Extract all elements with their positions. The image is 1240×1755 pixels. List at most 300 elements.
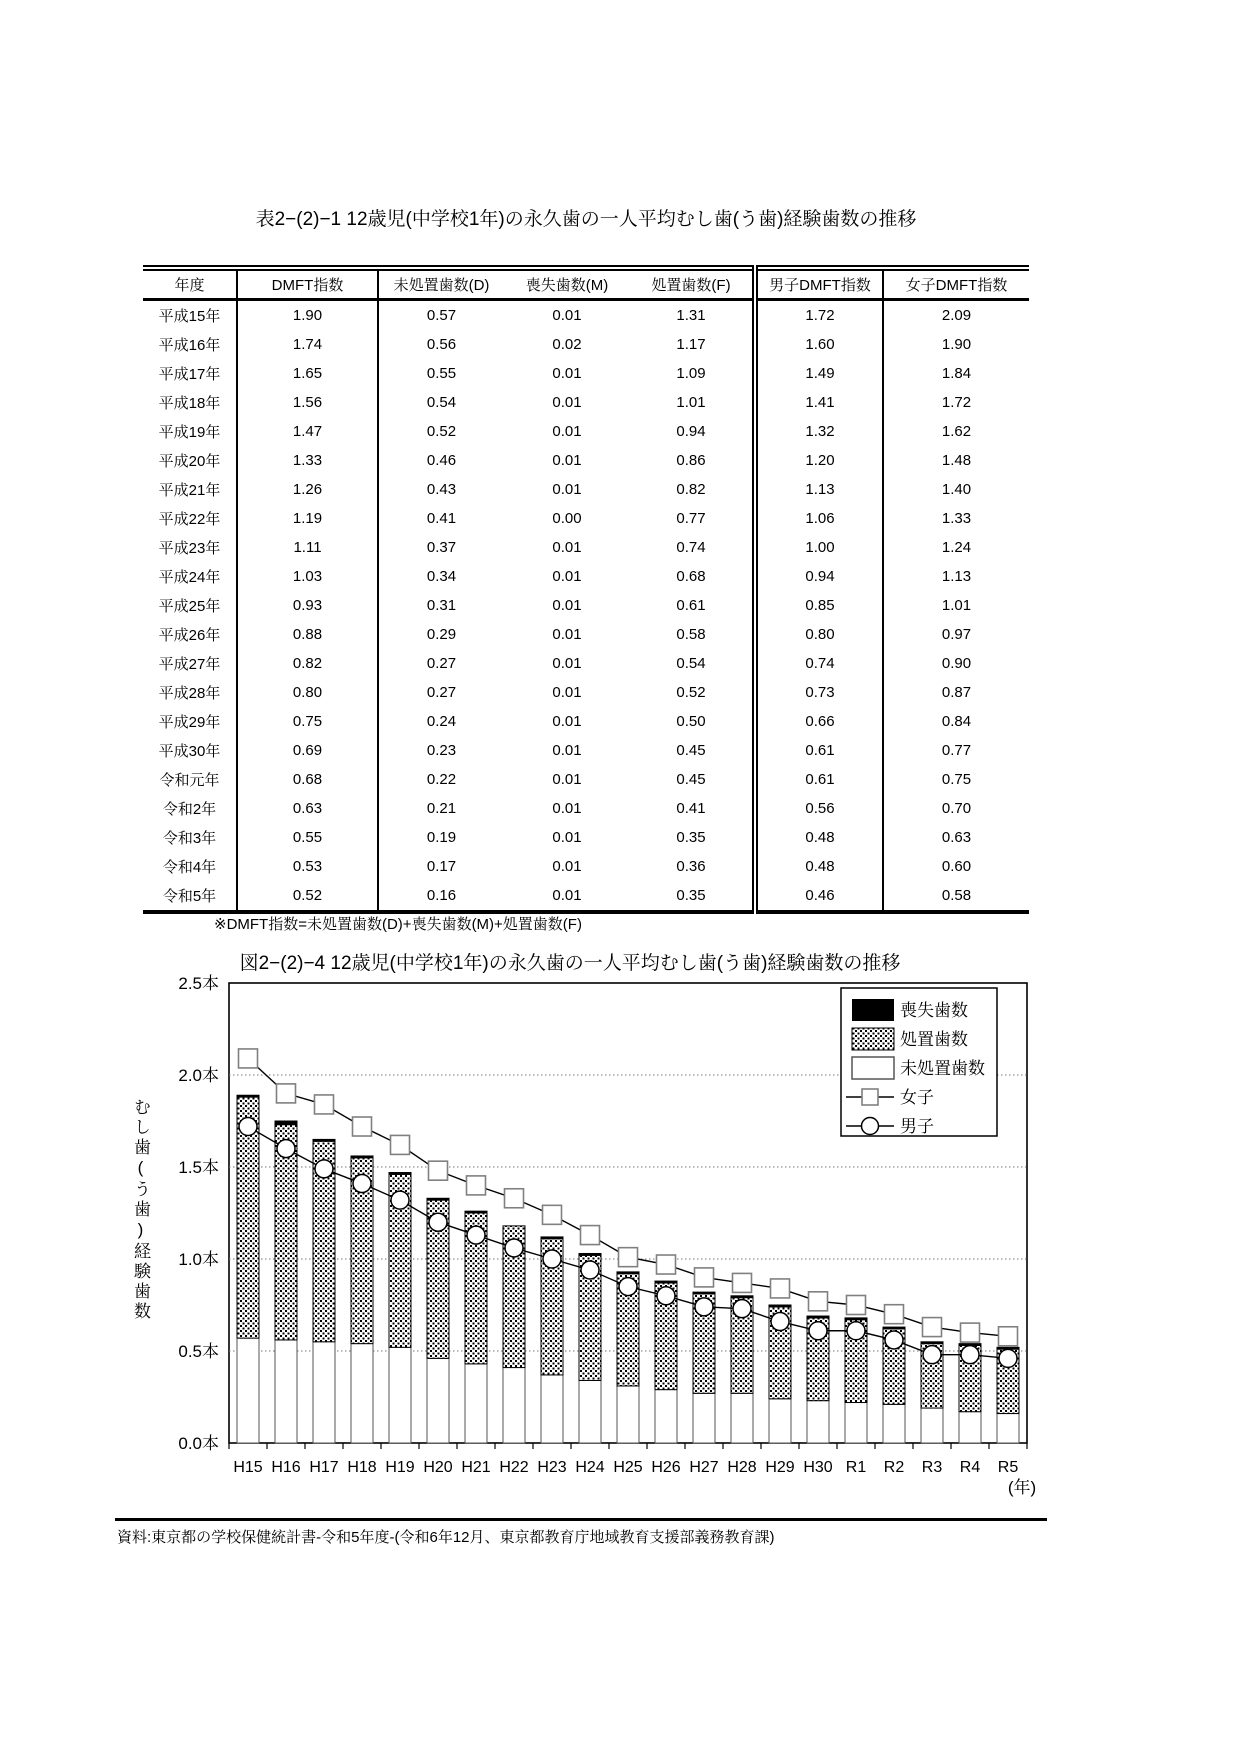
value-cell: 0.74 bbox=[755, 649, 883, 678]
marker-circle-boys bbox=[391, 1191, 409, 1209]
year-cell: 平成17年 bbox=[143, 359, 237, 388]
year-cell: 令和元年 bbox=[143, 765, 237, 794]
value-cell: 0.22 bbox=[426, 771, 457, 788]
value-cell: 0.01 bbox=[552, 655, 582, 672]
marker-square-girls bbox=[847, 1296, 866, 1315]
value-cell: 0.36 bbox=[630, 852, 755, 881]
value-cell: 0.48 bbox=[755, 852, 883, 881]
year-cell: 平成24年 bbox=[143, 562, 237, 591]
chart-figure bbox=[100, 940, 1140, 1520]
value-cell: 1.26 bbox=[237, 475, 378, 504]
value-cell: 0.52 bbox=[630, 678, 755, 707]
x-tick-label: H24 bbox=[575, 1459, 605, 1476]
x-tick-label: H17 bbox=[309, 1459, 339, 1476]
table-row bbox=[143, 330, 1029, 359]
value-cell: 0.01 bbox=[552, 423, 582, 440]
value-cell: 0.70 bbox=[941, 800, 972, 817]
value-cell: 1.01 bbox=[941, 597, 972, 614]
value-cell: 1.65 bbox=[237, 359, 378, 388]
value-cell: 0.82 bbox=[630, 475, 755, 504]
value-cell: 1.90 bbox=[941, 336, 972, 353]
value-cell: 1.13 bbox=[941, 568, 972, 585]
y-tick-label: 1.0本 bbox=[178, 1250, 219, 1269]
table-row bbox=[143, 649, 1029, 678]
bar-segment-missing bbox=[921, 1342, 943, 1344]
legend-swatch-untreated bbox=[852, 1057, 894, 1079]
value-cell: 0.61 bbox=[755, 765, 883, 794]
marker-square-girls bbox=[695, 1268, 714, 1287]
value-cell: 0.01 bbox=[552, 742, 582, 759]
value-cell: 1.31 bbox=[630, 300, 755, 331]
table-row bbox=[143, 446, 1029, 475]
value-cell: 0.01 bbox=[552, 684, 582, 701]
value-cell: 0.34 bbox=[426, 568, 457, 585]
value-cell: 0.01 bbox=[552, 626, 582, 643]
table-row bbox=[143, 881, 1029, 912]
table-row bbox=[143, 359, 1029, 388]
value-cell: 0.75 bbox=[941, 771, 972, 788]
legend-item-label: 男子 bbox=[900, 1117, 934, 1136]
value-cell: 0.01 bbox=[552, 452, 582, 469]
bar-segment-untreated bbox=[731, 1393, 753, 1443]
table-row bbox=[143, 300, 1029, 331]
col-header-untreated: 未処置歯数(D) bbox=[378, 268, 504, 300]
value-cell: 0.35 bbox=[630, 823, 755, 852]
marker-square-girls bbox=[505, 1189, 524, 1208]
value-cell: 0.80 bbox=[755, 620, 883, 649]
marker-square-girls bbox=[733, 1273, 752, 1292]
value-cell: 1.09 bbox=[630, 359, 755, 388]
bar-segment-missing bbox=[541, 1237, 563, 1239]
bar-segment-untreated bbox=[769, 1399, 791, 1443]
bar-segment-missing bbox=[769, 1305, 791, 1307]
bar-segment-untreated bbox=[275, 1340, 297, 1443]
bar-segment-untreated bbox=[237, 1338, 259, 1443]
bar-segment-missing bbox=[427, 1198, 449, 1200]
bar-segment-untreated bbox=[845, 1403, 867, 1443]
x-tick-label: H15 bbox=[233, 1459, 263, 1476]
value-cell: 0.55 bbox=[426, 365, 457, 382]
bar-segment-untreated bbox=[883, 1404, 905, 1443]
year-cell: 平成21年 bbox=[143, 475, 237, 504]
year-cell: 平成20年 bbox=[143, 446, 237, 475]
value-cell: 0.56 bbox=[755, 794, 883, 823]
value-cell: 0.93 bbox=[237, 591, 378, 620]
bar-segment-untreated bbox=[427, 1358, 449, 1443]
bar-segment-untreated bbox=[313, 1342, 335, 1443]
year-cell: 令和3年 bbox=[143, 823, 237, 852]
value-cell: 0.01 bbox=[552, 481, 582, 498]
x-tick-label: H19 bbox=[385, 1459, 415, 1476]
table-row bbox=[143, 533, 1029, 562]
bar-segment-missing bbox=[313, 1139, 335, 1141]
value-cell: 0.01 bbox=[552, 539, 582, 556]
value-cell: 0.01 bbox=[552, 800, 582, 817]
bar-segment-untreated bbox=[351, 1344, 373, 1443]
table-row bbox=[143, 823, 1029, 852]
bar-segment-missing bbox=[351, 1156, 373, 1158]
value-cell: 0.85 bbox=[755, 591, 883, 620]
dmft-table bbox=[143, 265, 1029, 914]
marker-circle-boys bbox=[923, 1346, 941, 1364]
marker-square-girls bbox=[429, 1161, 448, 1180]
marker-circle-boys bbox=[505, 1239, 523, 1257]
value-cell: 0.57 bbox=[426, 307, 457, 324]
value-cell: 0.74 bbox=[630, 533, 755, 562]
x-tick-label: H28 bbox=[727, 1459, 757, 1476]
marker-circle-boys bbox=[581, 1261, 599, 1279]
source-note: 資料:東京都の学校保健統計書-令和5年度-(令和6年12月、東京都教育庁地域教育支援部義務教育課) bbox=[117, 1529, 775, 1546]
value-cell: 0.01 bbox=[552, 394, 582, 411]
table-row bbox=[143, 417, 1029, 446]
value-cell: 0.56 bbox=[426, 336, 457, 353]
year-cell: 平成15年 bbox=[143, 300, 237, 331]
value-cell: 1.48 bbox=[941, 452, 972, 469]
legend-item-label: 喪失歯数 bbox=[900, 1001, 968, 1020]
value-cell: 1.33 bbox=[237, 446, 378, 475]
value-cell: 1.17 bbox=[630, 330, 755, 359]
value-cell: 0.55 bbox=[237, 823, 378, 852]
value-cell: 1.32 bbox=[755, 417, 883, 446]
value-cell: 0.37 bbox=[426, 539, 457, 556]
marker-circle-boys bbox=[999, 1349, 1017, 1367]
value-cell: 0.41 bbox=[630, 794, 755, 823]
marker-circle-boys bbox=[733, 1300, 751, 1318]
x-tick-label: H23 bbox=[537, 1459, 567, 1476]
value-cell: 0.31 bbox=[426, 597, 457, 614]
bar-segment-untreated bbox=[655, 1390, 677, 1443]
col-header-girls: 女子DMFT指数 bbox=[883, 268, 1029, 300]
marker-circle-boys bbox=[543, 1250, 561, 1268]
value-cell: 1.90 bbox=[237, 300, 378, 331]
value-cell: 0.27 bbox=[426, 684, 457, 701]
y-axis-title: むし歯(う歯)経験歯数 bbox=[131, 1098, 150, 1322]
bar-segment-missing bbox=[883, 1327, 905, 1329]
y-tick-label: 2.0本 bbox=[178, 1066, 219, 1085]
value-cell: 2.09 bbox=[941, 307, 972, 324]
value-cell: 0.00 bbox=[552, 510, 582, 527]
value-cell: 0.16 bbox=[426, 887, 457, 904]
y-tick-label: 2.5本 bbox=[178, 974, 219, 993]
bar-segment-untreated bbox=[541, 1375, 563, 1443]
value-cell: 1.40 bbox=[941, 481, 972, 498]
marker-square-girls bbox=[581, 1226, 600, 1245]
value-cell: 1.03 bbox=[237, 562, 378, 591]
value-cell: 0.24 bbox=[426, 713, 457, 730]
year-cell: 令和2年 bbox=[143, 794, 237, 823]
table-row bbox=[143, 707, 1029, 736]
x-tick-label: H20 bbox=[423, 1459, 453, 1476]
year-cell: 平成27年 bbox=[143, 649, 237, 678]
table-title: 表2−(2)−1 12歳児(中学校1年)の永久歯の一人平均むし歯(う歯)経験歯数の推移 bbox=[255, 209, 917, 230]
x-tick-label: H22 bbox=[499, 1459, 529, 1476]
x-tick-label: R3 bbox=[921, 1459, 943, 1476]
bar-segment-missing bbox=[465, 1211, 487, 1213]
bar-segment-untreated bbox=[693, 1393, 715, 1443]
value-cell: 0.17 bbox=[426, 858, 457, 875]
year-cell: 平成25年 bbox=[143, 591, 237, 620]
value-cell: 0.61 bbox=[755, 736, 883, 765]
marker-circle-boys bbox=[277, 1140, 295, 1158]
bar-segment-missing bbox=[389, 1173, 411, 1175]
value-cell: 0.43 bbox=[426, 481, 457, 498]
bar-segment-untreated bbox=[579, 1380, 601, 1443]
value-cell: 1.47 bbox=[237, 417, 378, 446]
x-tick-label: R1 bbox=[845, 1459, 867, 1476]
legend-item-label: 女子 bbox=[900, 1088, 934, 1107]
value-cell: 0.01 bbox=[552, 858, 582, 875]
value-cell: 1.56 bbox=[237, 388, 378, 417]
value-cell: 0.94 bbox=[630, 417, 755, 446]
bar-segment-missing bbox=[693, 1292, 715, 1294]
value-cell: 0.86 bbox=[630, 446, 755, 475]
value-cell: 1.00 bbox=[755, 533, 883, 562]
value-cell: 0.77 bbox=[941, 742, 972, 759]
value-cell: 1.62 bbox=[941, 423, 972, 440]
col-header-filled: 処置歯数(F) bbox=[630, 268, 755, 300]
value-cell: 0.01 bbox=[552, 829, 582, 846]
marker-square-girls bbox=[315, 1095, 334, 1114]
legend-swatch-missing bbox=[852, 999, 894, 1021]
table-row bbox=[143, 678, 1029, 707]
value-cell: 0.45 bbox=[630, 736, 755, 765]
marker-circle-boys bbox=[771, 1313, 789, 1331]
bar-segment-untreated bbox=[503, 1368, 525, 1443]
value-cell: 0.01 bbox=[552, 568, 582, 585]
year-cell: 平成22年 bbox=[143, 504, 237, 533]
col-header-year: 年度 bbox=[143, 268, 237, 300]
marker-square-girls bbox=[391, 1135, 410, 1154]
year-cell: 平成23年 bbox=[143, 533, 237, 562]
value-cell: 1.60 bbox=[755, 330, 883, 359]
year-cell: 平成29年 bbox=[143, 707, 237, 736]
value-cell: 1.13 bbox=[755, 475, 883, 504]
marker-circle-boys bbox=[809, 1322, 827, 1340]
bar-segment-untreated bbox=[959, 1412, 981, 1443]
value-cell: 0.54 bbox=[630, 649, 755, 678]
marker-square-girls bbox=[961, 1323, 980, 1342]
marker-square-girls bbox=[277, 1084, 296, 1103]
table-body bbox=[143, 300, 1029, 913]
marker-square-girls bbox=[999, 1327, 1018, 1346]
value-cell: 1.24 bbox=[941, 539, 972, 556]
value-cell: 0.66 bbox=[755, 707, 883, 736]
x-tick-label: H27 bbox=[689, 1459, 719, 1476]
table-header bbox=[143, 268, 1029, 300]
x-tick-label: H21 bbox=[461, 1459, 491, 1476]
legend-swatch-filled bbox=[852, 1028, 894, 1050]
value-cell: 0.82 bbox=[237, 649, 378, 678]
value-cell: 1.06 bbox=[755, 504, 883, 533]
marker-square-girls bbox=[923, 1318, 942, 1337]
year-cell: 平成19年 bbox=[143, 417, 237, 446]
value-cell: 0.01 bbox=[552, 713, 582, 730]
year-cell: 平成26年 bbox=[143, 620, 237, 649]
value-cell: 0.21 bbox=[426, 800, 457, 817]
value-cell: 0.97 bbox=[941, 626, 972, 643]
value-cell: 0.45 bbox=[630, 765, 755, 794]
value-cell: 0.68 bbox=[237, 765, 378, 794]
x-tick-label: H26 bbox=[651, 1459, 681, 1476]
table-row bbox=[143, 591, 1029, 620]
x-tick-label: H29 bbox=[765, 1459, 795, 1476]
bar-segment-untreated bbox=[921, 1408, 943, 1443]
value-cell: 0.02 bbox=[552, 336, 582, 353]
marker-circle-boys bbox=[847, 1322, 865, 1340]
value-cell: 0.68 bbox=[630, 562, 755, 591]
table-row bbox=[143, 504, 1029, 533]
table-header-row bbox=[143, 268, 1029, 300]
bar-segment-missing bbox=[845, 1318, 867, 1320]
value-cell: 0.01 bbox=[552, 887, 582, 904]
x-tick-label: H16 bbox=[271, 1459, 301, 1476]
table-row bbox=[143, 852, 1029, 881]
value-cell: 0.46 bbox=[426, 452, 457, 469]
year-cell: 令和4年 bbox=[143, 852, 237, 881]
value-cell: 0.01 bbox=[552, 771, 582, 788]
marker-square-girls bbox=[657, 1255, 676, 1274]
year-cell: 平成30年 bbox=[143, 736, 237, 765]
legend-marker-square bbox=[862, 1089, 878, 1105]
value-cell: 0.01 bbox=[552, 597, 582, 614]
marker-circle-boys bbox=[315, 1160, 333, 1178]
bar-segment-missing bbox=[617, 1272, 639, 1274]
value-cell: 0.90 bbox=[941, 655, 972, 672]
value-cell: 0.75 bbox=[237, 707, 378, 736]
value-cell: 0.63 bbox=[941, 829, 972, 846]
col-header-missing: 喪失歯数(M) bbox=[504, 268, 630, 300]
marker-square-girls bbox=[467, 1176, 486, 1195]
bar-segment-untreated bbox=[997, 1414, 1019, 1443]
value-cell: 1.19 bbox=[237, 504, 378, 533]
marker-circle-boys bbox=[961, 1346, 979, 1364]
value-cell: 1.72 bbox=[941, 394, 972, 411]
marker-square-girls bbox=[771, 1279, 790, 1298]
value-cell: 0.41 bbox=[426, 510, 457, 527]
value-cell: 0.52 bbox=[237, 881, 378, 912]
table-row bbox=[143, 620, 1029, 649]
value-cell: 0.87 bbox=[941, 684, 972, 701]
value-cell: 0.58 bbox=[941, 887, 972, 904]
year-cell: 平成16年 bbox=[143, 330, 237, 359]
x-axis-unit: (年) bbox=[1007, 1478, 1037, 1497]
value-cell: 0.50 bbox=[630, 707, 755, 736]
value-cell: 0.46 bbox=[755, 881, 883, 912]
table-row bbox=[143, 562, 1029, 591]
table-note: ※DMFT指数=未処置歯数(D)+喪失歯数(M)+処置歯数(F) bbox=[214, 916, 582, 933]
col-header-dmft: DMFT指数 bbox=[237, 268, 378, 300]
bar-segment-missing bbox=[579, 1253, 601, 1255]
bar-segment-untreated bbox=[617, 1386, 639, 1443]
legend-item-label: 処置歯数 bbox=[900, 1030, 968, 1049]
year-cell: 平成18年 bbox=[143, 388, 237, 417]
value-cell: 1.20 bbox=[755, 446, 883, 475]
bar-segment-untreated bbox=[807, 1401, 829, 1443]
table-row bbox=[143, 388, 1029, 417]
value-cell: 1.33 bbox=[941, 510, 972, 527]
year-cell: 令和5年 bbox=[143, 881, 237, 912]
value-cell: 0.69 bbox=[237, 736, 378, 765]
value-cell: 0.84 bbox=[941, 713, 972, 730]
value-cell: 1.01 bbox=[630, 388, 755, 417]
value-cell: 0.61 bbox=[630, 591, 755, 620]
bar-segment-missing bbox=[275, 1121, 297, 1125]
bar-segment-untreated bbox=[465, 1364, 487, 1443]
marker-square-girls bbox=[619, 1248, 638, 1267]
value-cell: 0.29 bbox=[426, 626, 457, 643]
value-cell: 0.27 bbox=[426, 655, 457, 672]
value-cell: 0.35 bbox=[630, 881, 755, 912]
marker-circle-boys bbox=[239, 1118, 257, 1136]
value-cell: 0.48 bbox=[755, 823, 883, 852]
bar-segment-missing bbox=[807, 1316, 829, 1318]
value-cell: 0.80 bbox=[237, 678, 378, 707]
x-tick-label: H18 bbox=[347, 1459, 377, 1476]
marker-square-girls bbox=[809, 1292, 828, 1311]
table-row bbox=[143, 736, 1029, 765]
bar-segment-missing bbox=[731, 1296, 753, 1298]
marker-square-girls bbox=[543, 1205, 562, 1224]
value-cell: 0.01 bbox=[552, 307, 582, 324]
table-row bbox=[143, 794, 1029, 823]
x-tick-label: R2 bbox=[883, 1459, 905, 1476]
value-cell: 0.73 bbox=[755, 678, 883, 707]
value-cell: 0.60 bbox=[941, 858, 972, 875]
value-cell: 0.94 bbox=[755, 562, 883, 591]
year-cell: 平成28年 bbox=[143, 678, 237, 707]
value-cell: 0.88 bbox=[237, 620, 378, 649]
x-tick-label: R4 bbox=[959, 1459, 981, 1476]
table-row bbox=[143, 765, 1029, 794]
chart-svg bbox=[100, 940, 1140, 1520]
marker-circle-boys bbox=[429, 1213, 447, 1231]
x-tick-label: R5 bbox=[997, 1459, 1019, 1476]
value-cell: 0.77 bbox=[630, 504, 755, 533]
bar-segment-missing bbox=[237, 1095, 259, 1097]
col-header-boys: 男子DMFT指数 bbox=[755, 268, 883, 300]
legend-marker-circle bbox=[862, 1118, 879, 1135]
chart-title: 図2−(2)−4 12歳児(中学校1年)の永久歯の一人平均むし歯(う歯)経験歯数の推移 bbox=[239, 953, 901, 974]
legend-item-label: 未処置歯数 bbox=[900, 1059, 985, 1078]
bar-segment-untreated bbox=[389, 1347, 411, 1443]
value-cell: 0.53 bbox=[237, 852, 378, 881]
value-cell: 1.72 bbox=[755, 300, 883, 331]
value-cell: 0.52 bbox=[426, 423, 457, 440]
value-cell: 1.74 bbox=[237, 330, 378, 359]
value-cell: 0.58 bbox=[630, 620, 755, 649]
value-cell: 0.54 bbox=[426, 394, 457, 411]
value-cell: 0.01 bbox=[552, 365, 582, 382]
value-cell: 0.23 bbox=[426, 742, 457, 759]
marker-square-girls bbox=[885, 1305, 904, 1324]
x-tick-label: H25 bbox=[613, 1459, 643, 1476]
marker-circle-boys bbox=[619, 1278, 637, 1296]
value-cell: 1.41 bbox=[755, 388, 883, 417]
x-tick-label: H30 bbox=[803, 1459, 833, 1476]
footer-rule bbox=[115, 1518, 1047, 1521]
marker-circle-boys bbox=[657, 1287, 675, 1305]
marker-circle-boys bbox=[353, 1175, 371, 1193]
value-cell: 0.19 bbox=[426, 829, 457, 846]
bar-segment-missing bbox=[655, 1281, 677, 1283]
marker-circle-boys bbox=[695, 1298, 713, 1316]
marker-circle-boys bbox=[467, 1226, 485, 1244]
value-cell: 1.11 bbox=[237, 533, 378, 562]
y-tick-label: 0.5本 bbox=[178, 1342, 219, 1361]
y-tick-label: 0.0本 bbox=[178, 1434, 219, 1453]
value-cell: 0.63 bbox=[237, 794, 378, 823]
value-cell: 1.49 bbox=[755, 359, 883, 388]
